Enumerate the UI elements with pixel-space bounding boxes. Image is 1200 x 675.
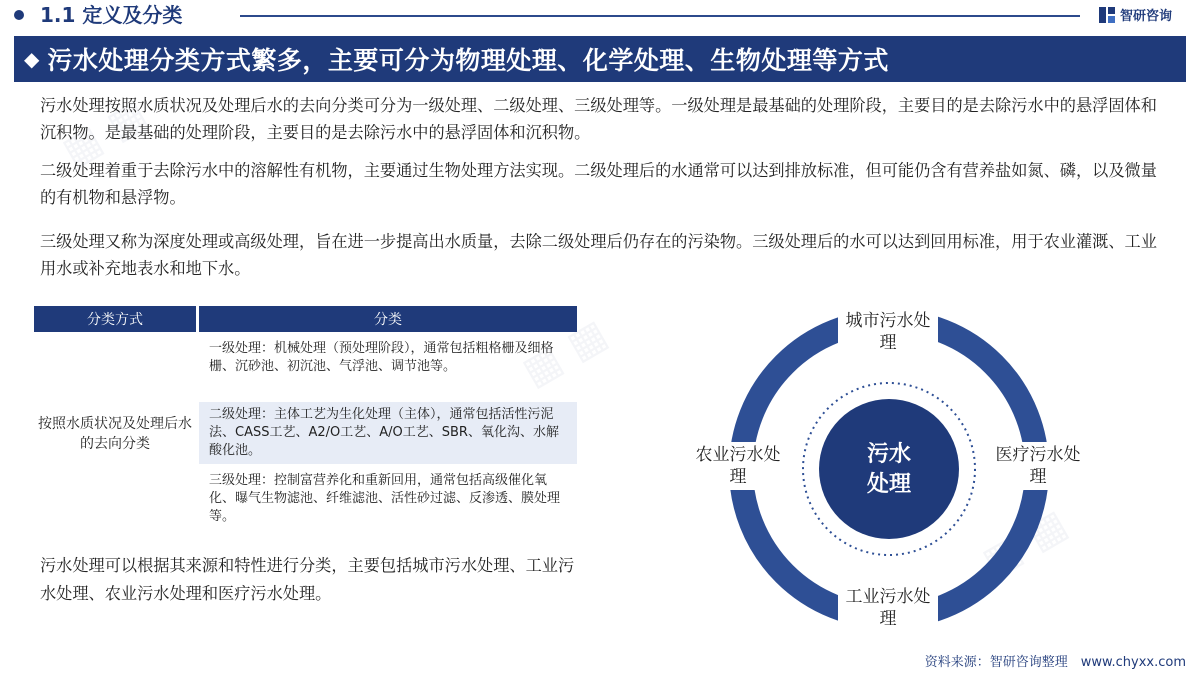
brand-logo [1098,5,1172,24]
diamond-arrows-icon: ◆ [24,47,40,71]
banner-title: 污水处理分类方式繁多，主要可分为物理处理、化学处理、生物处理等方式 [47,46,889,75]
node-urban-wastewater: 城市污水处理 [838,308,938,356]
paragraph-tertiary-treatment: 三级处理又称为深度处理或高级处理，旨在进一步提高出水质量，去除二级处理后仍存在的污染物。三级处理后的水可以达到回用标准，用于农业灌溉、工业用水或补充地表水和地下水。 [40,232,1157,278]
table-header-method: 分类方式 [34,306,196,332]
brand-logo-icon [1098,6,1116,24]
paragraph-source-classification: 污水处理可以根据其来源和特性进行分类，主要包括城市污水处理、工业污水处理、农业污水处理和医疗污水处理。 [40,556,575,603]
table-row: 二级处理：主体工艺为生化处理（主体），通常包括活性污泥法、CASS工艺、A2/O工艺、A/O工艺、SBR、氧化沟、水解酸化池。 [199,402,577,464]
table-header-category: 分类 [199,306,577,332]
section-title: 1.1 定义及分类 [40,3,183,27]
watermark: ▦ ▦ [974,500,1076,586]
paragraph-primary-treatment: 污水处理按照水质状况及处理后水的去向分类可分为一级处理、二级处理、三级处理等。一级处理是最基础的处理阶段，主要目的是去除污水中的悬浮固体和沉积物。是最基础的处理阶段，主要目的是去除污水中的悬浮固体和沉积物。 [40,96,1157,142]
header-divider [240,15,1080,17]
title-banner [14,36,1186,82]
brand-logo-text: 智研咨询 [1120,9,1173,24]
watermark: ▦ ▦ [54,90,156,176]
paragraph-secondary-treatment: 二级处理着重于去除污水中的溶解性有机物，主要通过生物处理方法实现。二级处理后的水通常可以达到排放标准，但可能仍含有营养盐如氮、磷，以及微量的有机物和悬浮物。 [40,161,1157,207]
table-row: 一级处理：机械处理（预处理阶段），通常包括粗格栅及细格栅、沉砂池、初沉池、气浮池、调节池等。 [209,341,554,374]
header-bullet [14,10,24,20]
table-row: 三级处理：控制富营养化和重新回用，通常包括高级催化氧化、曝气生物滤池、纤维滤池、活性砂过滤、反渗透、膜处理等。 [209,473,561,524]
watermark: ▦ ▦ [514,310,616,396]
center-label: 污水处理 [866,442,911,497]
source-note: 资料来源：智研咨询整理 www.chyxx.com [924,655,1186,670]
node-medical-wastewater: 医疗污水处理 [988,442,1088,490]
table-method-cell: 按照水质状况及处理后水的去向分类 [38,416,192,452]
node-agricultural-wastewater: 农业污水处理 [688,442,788,490]
node-industrial-wastewater: 工业污水处理 [838,584,938,632]
